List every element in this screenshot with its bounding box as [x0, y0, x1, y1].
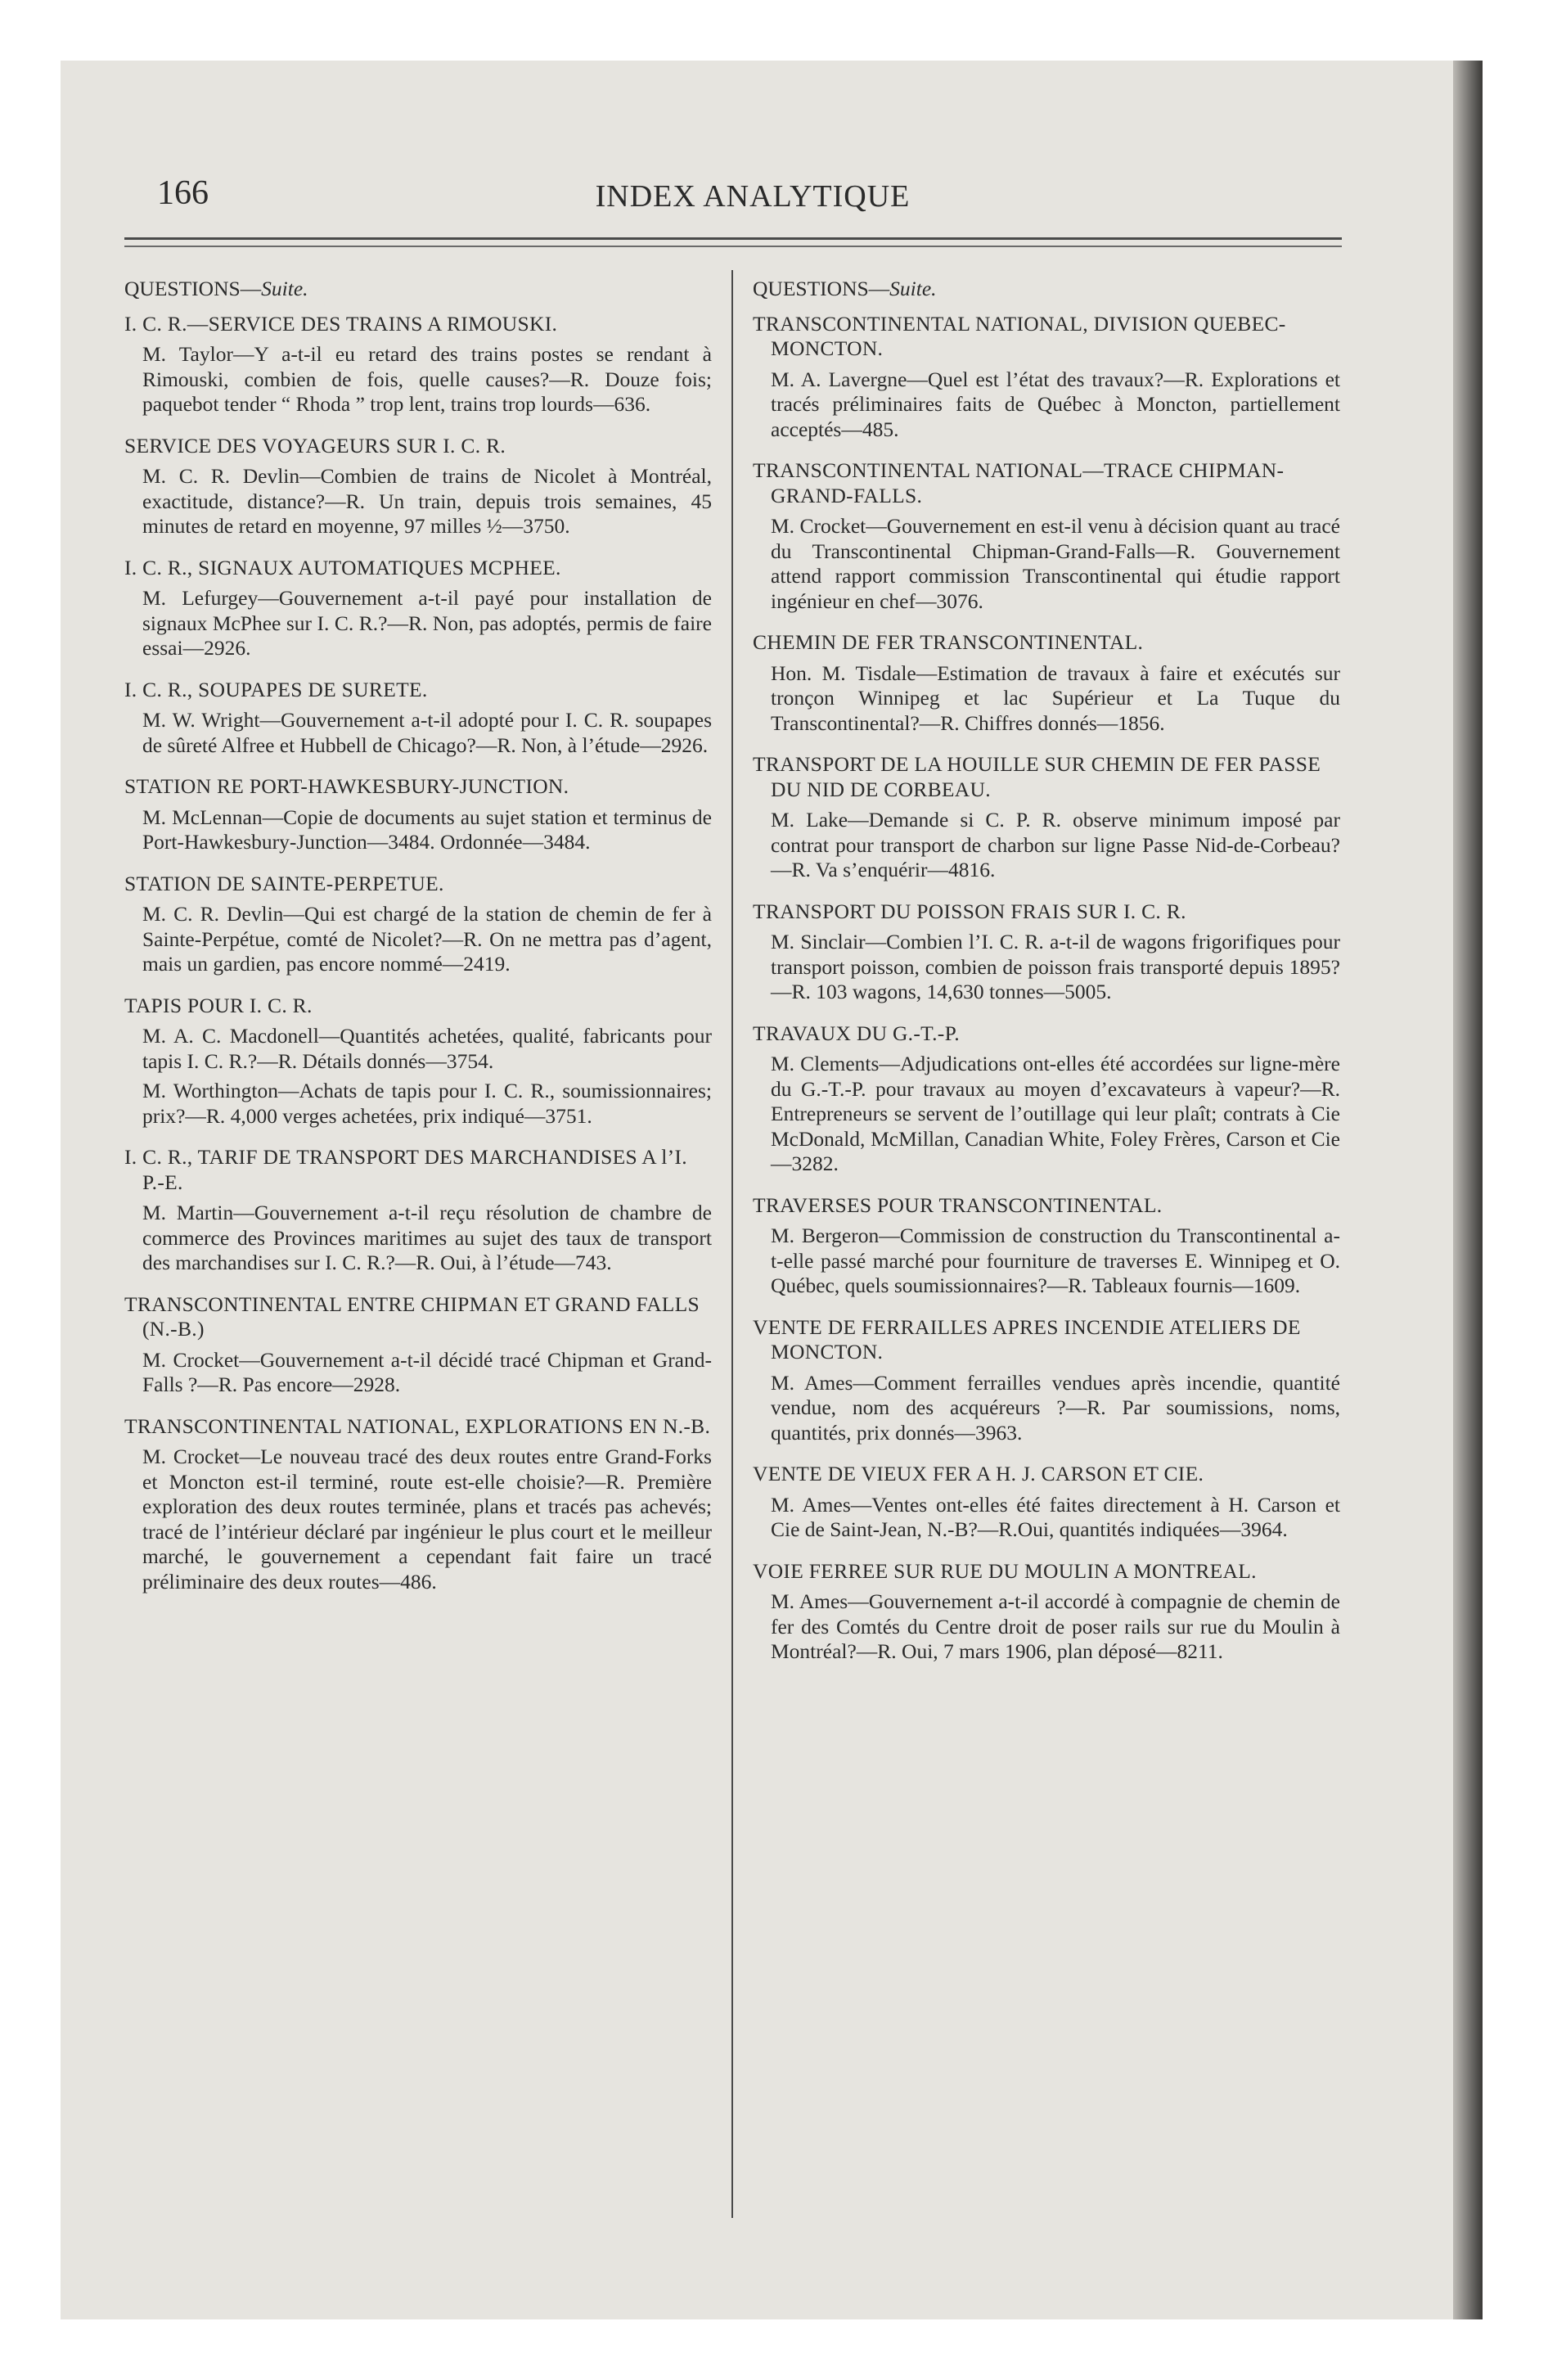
index-entry [124, 1145, 712, 1276]
entry-heading: TRANSCONTINENTAL NATIONAL, DIVISION QUEBEC-MONCTON. [753, 311, 1286, 360]
entry-text: M. Worthington—Achats de tapis pour I. C. R., soumissionnaires; prix?—R. 4,000 verges achetées, prix indiqué—3751. [142, 1079, 712, 1128]
index-entry [124, 1414, 712, 1595]
index-entry [124, 678, 712, 759]
entry-heading: CHEMIN DE FER TRANSCONTINENTAL. [753, 630, 1144, 654]
header-rule-thin [124, 246, 1342, 247]
entry-heading: I. C. R., SIGNAUX AUTOMATIQUES MCPHEE. [124, 555, 561, 579]
entry-heading: I. C. R.—SERVICE DES TRAINS A RIMOUSKI. [124, 311, 558, 336]
continued-heading [753, 277, 1340, 302]
continued-label: QUESTIONS— [124, 277, 262, 300]
index-entry [753, 1193, 1340, 1299]
continued-suffix: Suite. [889, 277, 937, 300]
entry-heading: TRANSCONTINENTAL NATIONAL, EXPLORATIONS EN N.-B. [124, 1413, 711, 1438]
left-column [124, 277, 712, 1611]
continued-suffix: Suite. [261, 277, 308, 300]
running-title: INDEX ANALYTIQUE [595, 179, 911, 214]
entry-text: M. A. C. Macdonell—Quantités achetées, qualité, fabricants pour tapis I. C. R.?—R. Détails donnés—3754. [142, 1024, 712, 1073]
index-entry [124, 872, 712, 977]
continued-heading [124, 277, 712, 302]
entry-heading: TRANSCONTINENTAL ENTRE CHIPMAN ET GRAND FALLS (N.-B.) [124, 1291, 700, 1341]
entry-heading: I. C. R., SOUPAPES DE SURETE. [124, 677, 428, 701]
index-entry [124, 774, 712, 855]
entry-heading: SERVICE DES VOYAGEURS SUR I. C. R. [124, 433, 506, 458]
entry-heading: VOIE FERREE SUR RUE DU MOULIN A MONTREAL. [753, 1558, 1257, 1583]
entry-heading: TRAVAUX DU G.-T.-P. [753, 1021, 960, 1045]
index-entry [124, 994, 712, 1129]
entry-text: M. Crocket—Gouvernement en est-il venu à décision quant au tracé du Transcontinental Chipman-Grand-Falls—R. Gouvernement attend rapport commission Transcontinental qui étudie rapport ingénieur en chef—3076. [771, 514, 1340, 613]
entry-heading: TRANSPORT DE LA HOUILLE SUR CHEMIN DE FER PASSE DU NID DE CORBEAU. [753, 752, 1321, 801]
entry-text: M. McLennan—Copie de documents au sujet station et terminus de Port-Hawkesbury-Junction—3484. Ordonnée—3484. [142, 805, 712, 854]
entry-heading: STATION DE SAINTE-PERPETUE. [124, 871, 444, 895]
index-entry [753, 1462, 1340, 1543]
entry-text: M. C. R. Devlin—Qui est chargé de la station de chemin de fer à Sainte-Perpétue, comté de Nicolet?—R. On ne mettra pas d’agent, mais un gardien, pas encore nommé—2419. [142, 902, 712, 976]
entry-text: M. Crocket—Le nouveau tracé des deux routes entre Grand-Forks et Moncton est-il terminé, route est-elle choisie?—R. Première exploration des deux routes terminée, plans et tracés pas achevés; tracé de l’intérieur déclaré par ingénieur le plus court et le meilleur marché, le gouvernement a cependant fait faire un tracé préliminaire des deux routes—486. [142, 1445, 712, 1593]
index-entry [753, 899, 1340, 1005]
entry-heading: STATION RE PORT-HAWKESBURY-JUNCTION. [124, 774, 569, 798]
right-column [753, 277, 1340, 1681]
entry-text: M. C. R. Devlin—Combien de trains de Nicolet à Montréal, exactitude, distance?—R. Un train, depuis trois semaines, 45 minutes de retard en moyenne, 97 milles ½—3750. [142, 464, 712, 538]
index-entry [124, 556, 712, 661]
entry-heading: TAPIS POUR I. C. R. [124, 993, 313, 1017]
index-entry [753, 1021, 1340, 1177]
entry-heading: VENTE DE FERRAILLES APRES INCENDIE ATELIERS DE MONCTON. [753, 1314, 1301, 1364]
header-rule [124, 237, 1342, 240]
entry-text: M. Ames—Ventes ont-elles été faites directement à H. Carson et Cie de Saint-Jean, N.-B?—R.Oui, quantités indiquées—3964. [771, 1492, 1340, 1541]
page-number: 166 [157, 174, 209, 212]
index-entry [124, 434, 712, 539]
entry-text: M. Lake—Demande si C. P. R. observe minimum imposé par contrat pour transport de charbon sur ligne Passe Nid-de-Corbeau?—R. Va s’enquérir—4816. [771, 808, 1340, 881]
index-entry [753, 630, 1340, 736]
index-entry [124, 1292, 712, 1398]
entry-text: M. Crocket—Gouvernement a-t-il décidé tracé Chipman et Grand-Falls ?—R. Pas encore—2928. [142, 1347, 712, 1396]
entry-text: M. Martin—Gouvernement a-t-il reçu résolution de chambre de commerce des Provinces maritimes au sujet des taux de transport des marchandises sur I. C. R.?—R. Oui, à l’étude—743. [142, 1201, 712, 1274]
entry-text: M. W. Wright—Gouvernement a-t-il adopté pour I. C. R. soupapes de sûreté Alfree et Hubbell de Chicago?—R. Non, à l’étude—2926. [142, 708, 712, 757]
entry-text: M. Sinclair—Combien l’I. C. R. a-t-il de wagons frigorifiques pour transport poisson, combien de poisson frais transporté depuis 1895?—R. 103 wagons, 14,630 tonnes—5005. [771, 930, 1340, 1003]
index-entry [753, 752, 1340, 883]
entry-heading: I. C. R., TARIF DE TRANSPORT DES MARCHANDISES A l’I. P.-E. [124, 1145, 687, 1194]
entry-text: M. Bergeron—Commission de construction du Transcontinental a-t-elle passé marché pour fourniture de traverses E. Winnipeg et O. Québec, quels soumissionnaires?—R. Tableaux fournis—1609. [771, 1224, 1340, 1297]
index-entry [753, 312, 1340, 443]
entry-text: M. A. Lavergne—Quel est l’état des travaux?—R. Explorations et tracés préliminaires faits de Québec à Moncton, partiellement acceptés—485. [771, 367, 1340, 441]
entry-list [124, 312, 712, 1595]
entry-text: Hon. M. Tisdale—Estimation de travaux à faire et exécutés sur tronçon Winnipeg et lac Supérieur et La Tuque du Transcontinental?—R. Chiffres donnés—1856. [771, 660, 1340, 735]
continued-label: QUESTIONS— [753, 277, 890, 300]
index-entry [753, 1315, 1340, 1446]
entry-heading: TRANSCONTINENTAL NATIONAL—TRACE CHIPMAN-GRAND-FALLS. [753, 458, 1285, 507]
index-entry [124, 312, 712, 417]
entry-heading: TRAVERSES POUR TRANSCONTINENTAL. [753, 1192, 1163, 1217]
column-divider [731, 270, 733, 2218]
entry-text: M. Lefurgey—Gouvernement a-t-il payé pour installation de signaux McPhee sur I. C. R.?—R. Non, pas adoptés, permis de faire essai—2926. [142, 586, 712, 660]
book-spine-shadow [1453, 61, 1483, 2319]
index-entry [753, 458, 1340, 614]
entry-text: M. Clements—Adjudications ont-elles été accordées sur ligne-mère du G.-T.-P. pour travaux au moyen d’excavateurs à vapeur?—R. Entrepreneurs se servent de l’outillage qui leur plaît; contrats à Cie McDonald, McMillan, Canadian White, Foley Frères, Carson et Cie—3282. [771, 1052, 1340, 1175]
entry-text: M. Ames—Comment ferrailles vendues après incendie, quantité vendue, nom des acquéreurs ?—R. Par soumissions, noms, quantités, prix donnés—3963. [771, 1370, 1340, 1445]
entry-text: M. Taylor—Y a-t-il eu retard des trains postes se rendant à Rimouski, combien de fois, quelle causes?—R. Douze fois; paquebot tender “ Rhoda ” trop lent, trains trop lourds—636. [142, 342, 712, 416]
index-entry [753, 1559, 1340, 1665]
entry-list [753, 312, 1340, 1665]
entry-heading: TRANSPORT DU POISSON FRAIS SUR I. C. R. [753, 899, 1186, 923]
entry-heading: VENTE DE VIEUX FER A H. J. CARSON ET CIE. [753, 1462, 1204, 1485]
entry-text: M. Ames—Gouvernement a-t-il accordé à compagnie de chemin de fer des Comtés du Centre droit de poser rails sur rue du Moulin à Montréal?—R. Oui, 7 mars 1906, plan déposé—8211. [771, 1589, 1340, 1663]
